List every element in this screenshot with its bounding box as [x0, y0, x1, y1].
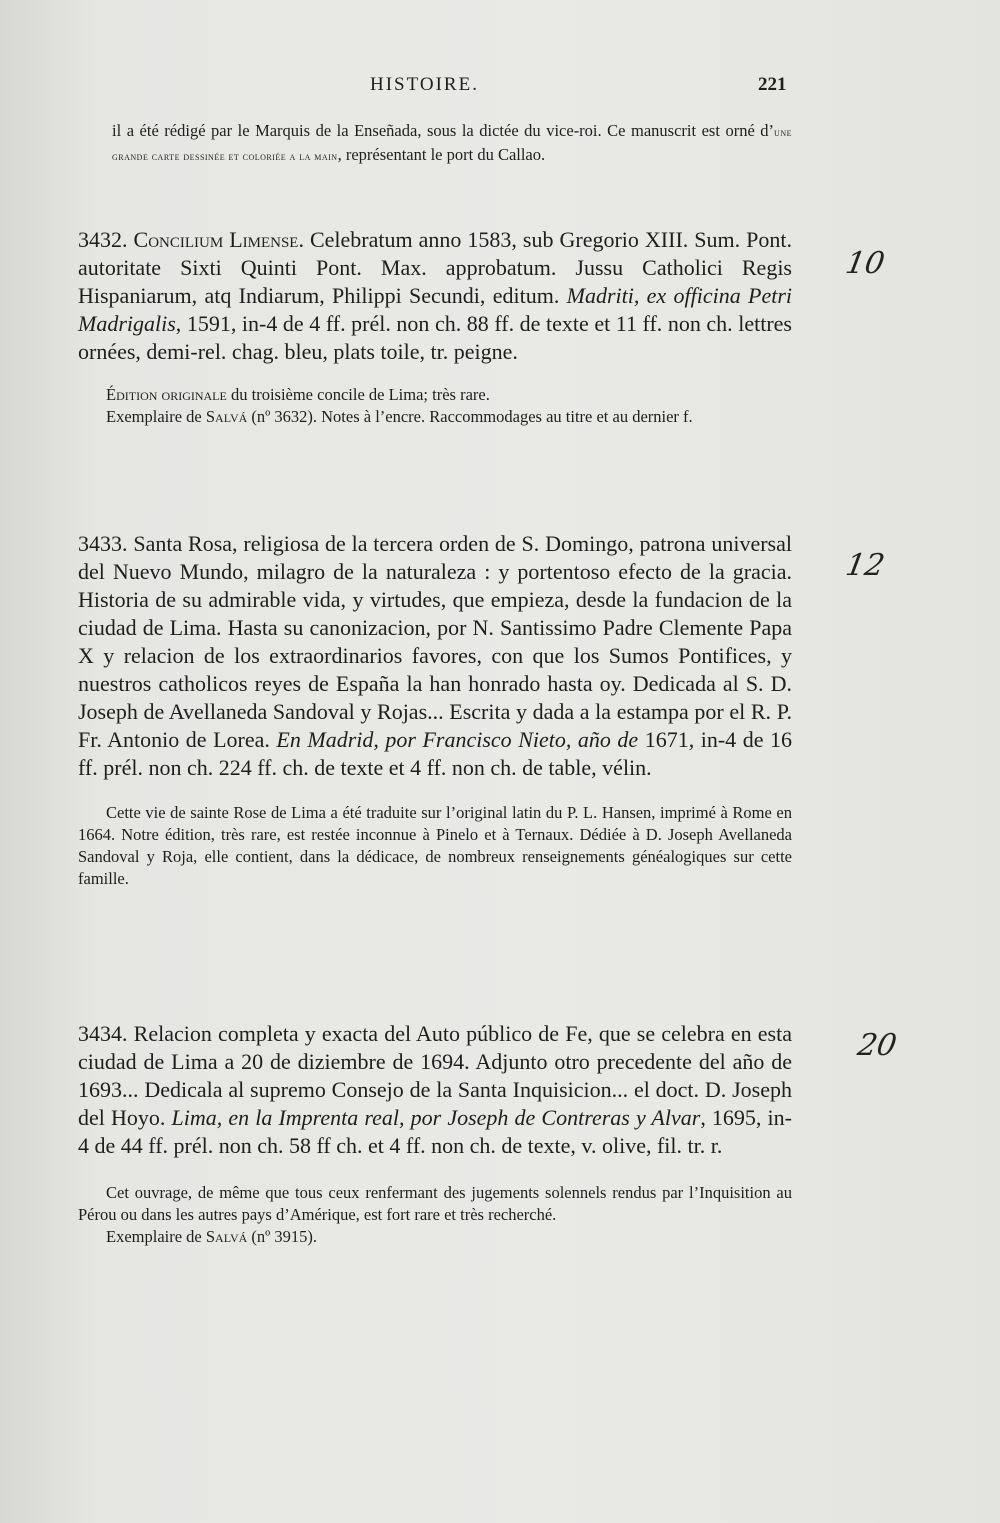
note-text: du troisième concile de Lima; très rare. [226, 385, 490, 404]
entry-author: Concilium Limense [133, 227, 299, 252]
entry-text-2: , 1695, in-4 de 44 ff. prél. non ch. 58 ff ch. et 4 ff. non ch. de texte, v. olive, fil. tr. r. [78, 1105, 792, 1158]
note-text-b: (nº 3632). Notes à l’encre. Raccommodages au titre et au dernier f. [247, 407, 693, 426]
entry-3433-note [78, 802, 792, 890]
intro-paragraph [112, 120, 792, 168]
handwritten-price-3433: 12 [842, 548, 888, 583]
entry-3432-note-2 [78, 406, 792, 428]
entry-imprint: Lima, en la Imprenta real, por Joseph de Contreras y Alvar [171, 1105, 701, 1130]
handwritten-price-3432: 10 [842, 246, 888, 281]
page-number: 221 [758, 74, 787, 95]
entry-number: 3434. [78, 1021, 128, 1046]
note-small-caps: Édition originale [106, 385, 227, 404]
entry-3434 [78, 1020, 792, 1248]
note-text-b: (nº 3915). [247, 1227, 318, 1246]
entry-3434-note-2 [78, 1226, 792, 1248]
entry-number: 3433. [78, 531, 128, 556]
note-name-small-caps: Salvá [205, 1227, 248, 1246]
entry-imprint: En Madrid, por Francisco Nieto, año de [276, 727, 639, 752]
note-text: Cette vie de sainte Rose de Lima a été traduite sur l’original latin du P. L. Hansen, imprimé à Rome en 1664. Notre édition, très rare, est restée inconnue à Pinelo et à Ternaux. Dédiée à D. Joseph Avellaneda Sandoval y Roja, elle contient, dans la dédicace, de nombreux renseignements généalogiques sur cette famille. [78, 803, 792, 888]
entry-3432 [78, 226, 792, 428]
entry-number: 3432. [78, 227, 128, 252]
intro-text-1: il a été rédigé par le Marquis de la Enseñada, sous la dictée du vice-roi. Ce manuscrit est orné d’ [112, 121, 775, 140]
entry-3432-note-1 [78, 384, 792, 406]
note-name-small-caps: Salvá [205, 407, 248, 426]
page-header [0, 74, 1000, 104]
entry-3434-note-1 [78, 1182, 792, 1226]
handwritten-price-3434: 20 [854, 1028, 900, 1063]
intro-small-caps: une grande carte dessinée et coloriée a la main [112, 127, 792, 163]
intro-text-2: , représentant le port du Callao. [337, 145, 546, 164]
note-text-a: Exemplaire de [106, 407, 206, 426]
entry-3433-body [78, 530, 792, 782]
entry-text-1: Santa Rosa, religiosa de la tercera orden de S. Domingo, patrona universal del Nuevo Mundo, milagro de la naturaleza : y portentoso efecto de la gracia. Historia de su admirable vida, y virtudes, que empieza, desde la fundacion de la ciudad de Lima. Hasta su canonizacion, por N. Santissimo Padre Clemente Papa X y relacion de los extraordinarios favores, con que los Sumos Pontifices, y nuestros catholicos reyes de España la han honrado hasta oy. Dedicada al S. D. Joseph de Avellaneda Sandoval y Rojas... Escrita y dada a la estampa por el R. P. Fr. Antonio de Lorea. [78, 531, 792, 752]
entry-3432-body [78, 226, 792, 366]
entry-text-1: Relacion completa y exacta del Auto público de Fe, que se celebra en esta ciudad de Lima a 20 de diziembre de 1694. Adjunto otro precedente del año de 1693... Dedicala al supremo Consejo de la Santa Inquisicion... el doct. D. Joseph del Hoyo. [78, 1021, 792, 1130]
note-text: Cet ouvrage, de même que tous ceux renfermant des jugements solennels rendus par l’Inquisition au Pérou ou dans les autres pays d’Amérique, est fort rare et très recherché. [78, 1183, 792, 1224]
entry-text-2: , 1591, in-4 de 4 ff. prél. non ch. 88 ff. de texte et 11 ff. non ch. lettres ornées, demi-rel. chag. bleu, plats toile, tr. peigne. [78, 311, 792, 364]
entry-text-1: . Celebratum anno 1583, sub Gregorio XIII. Sum. Pont. autoritate Sixti Quinti Pont. Max. approbatum. Jussu Catholici Regis Hispaniarum, atq Indiarum, Philippi Secundi, editum. [78, 227, 793, 308]
running-head: HISTOIRE. [370, 74, 479, 95]
entry-imprint: Madriti, ex officina Petri Madrigalis [78, 283, 792, 336]
entry-3433 [78, 530, 792, 890]
entry-text-2: 1671, in-4 de 16 ff. prél. non ch. 224 ff. ch. de texte et 4 ff. non ch. de table, vélin. [78, 727, 792, 780]
note-text-a: Exemplaire de [106, 1227, 206, 1246]
entry-3434-body [78, 1020, 792, 1160]
